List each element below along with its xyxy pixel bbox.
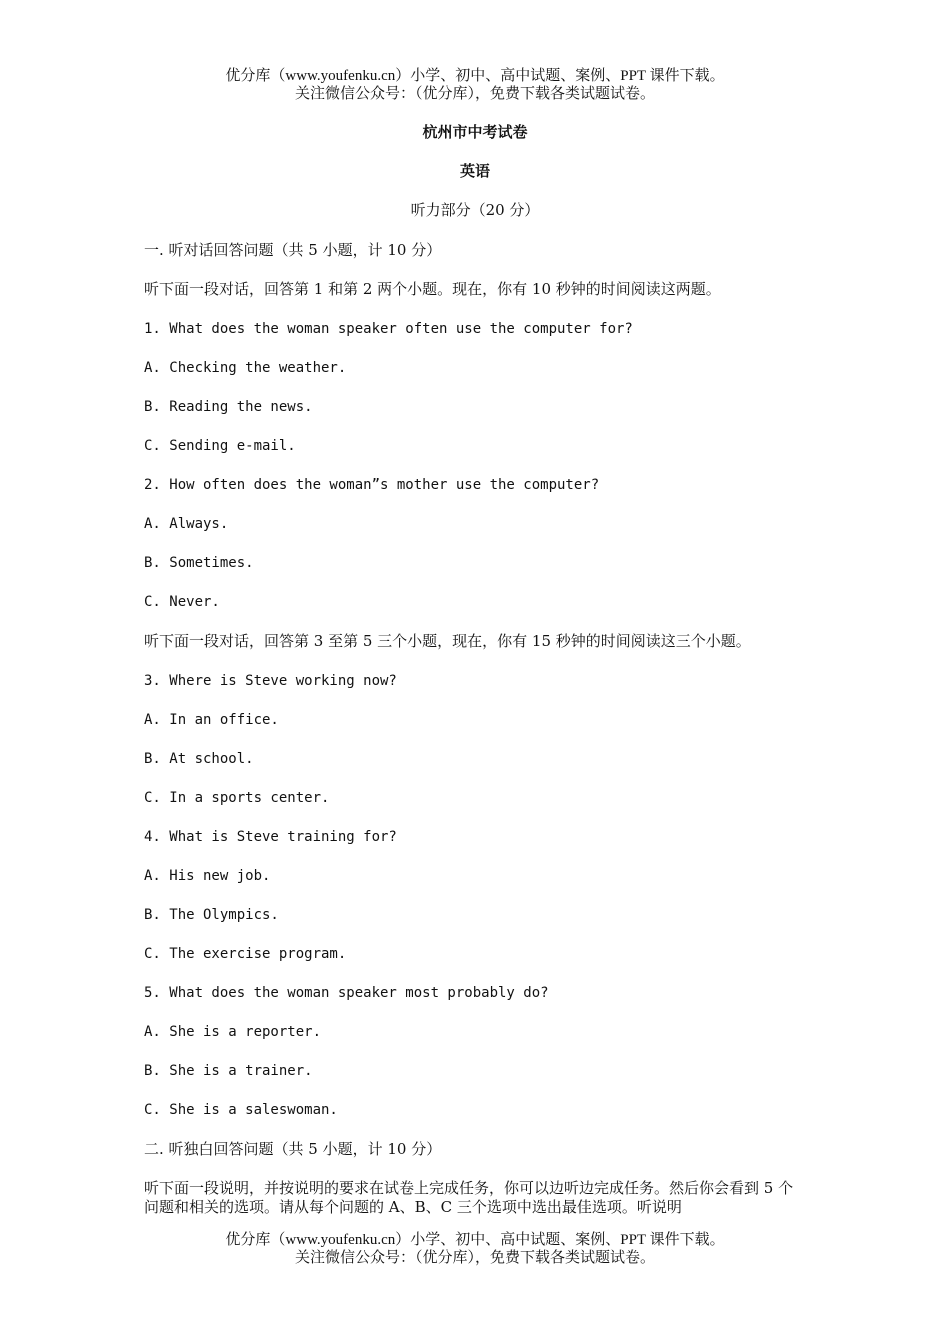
exam-title: 杭州市中考试卷 [422, 123, 528, 141]
question-2-option-c: C. Never. [144, 594, 220, 610]
listening-heading: 听力部分（20 分） [410, 201, 540, 219]
question-3-option-b: B. At school. [144, 751, 254, 767]
question-5-option-c: C. She is a saleswoman. [144, 1102, 338, 1118]
header-line-2: 关注微信公众号：（优分库），免费下载各类试题试卷。 [294, 86, 655, 102]
page-footer [0, 1231, 950, 1267]
part1-instruction-2: 听下面一段对话，回答第 3 至第 5 三个小题，现在，你有 15 秒钟的时间阅读这三个小题。 [144, 632, 751, 650]
footer-line-1: 优分库（www.youfenku.cn）小学、初中、高中试题、案例、PPT 课件下载。 [225, 1232, 725, 1248]
question-1: 1. What does the woman speaker often use the computer for? [144, 321, 633, 337]
question-3-option-a: A. In an office. [144, 712, 279, 728]
question-5-option-b: B. She is a trainer. [144, 1063, 313, 1079]
question-5-option-a: A. She is a reporter. [144, 1024, 322, 1040]
question-1-option-c: C. Sending e-mail. [144, 438, 296, 454]
question-3: 3. Where is Steve working now? [144, 673, 397, 689]
question-1-option-a: A. Checking the weather. [144, 360, 347, 376]
part2-instruction: 听下面一段说明，并按说明的要求在试卷上完成任务，你可以边听边完成任务。然后你会看到 5 个问题和相关的选项。请从每个问题的 A、B、C 三个选项中选出最佳选项。听说明 [144, 1179, 794, 1216]
question-4: 4. What is Steve training for? [144, 829, 397, 845]
header-line-1: 优分库（www.youfenku.cn）小学、初中、高中试题、案例、PPT 课件下载。 [225, 68, 725, 84]
question-1-option-b: B. Reading the news. [144, 399, 313, 415]
question-4-option-b: B. The Olympics. [144, 907, 279, 923]
question-3-option-c: C. In a sports center. [144, 790, 330, 806]
part1-instruction-1: 听下面一段对话，回答第 1 和第 2 两个小题。现在，你有 10 秒钟的时间阅读这两题。 [144, 280, 721, 298]
footer-line-2: 关注微信公众号：（优分库），免费下载各类试题试卷。 [294, 1250, 655, 1266]
question-5: 5. What does the woman speaker most probably do? [144, 985, 549, 1001]
question-2-option-b: B. Sometimes. [144, 555, 254, 571]
question-2-option-a: A. Always. [144, 516, 229, 532]
question-4-option-c: C. The exercise program. [144, 946, 347, 962]
page-header [0, 67, 950, 103]
question-4-option-a: A. His new job. [144, 868, 271, 884]
question-2: 2. How often does the woman”s mother use the computer? [144, 477, 600, 493]
part1-heading: 一. 听对话回答问题（共 5 小题，计 10 分） [144, 241, 442, 259]
subject-title: 英语 [459, 162, 490, 180]
part2-heading: 二. 听独白回答问题（共 5 小题，计 10 分） [144, 1140, 442, 1158]
